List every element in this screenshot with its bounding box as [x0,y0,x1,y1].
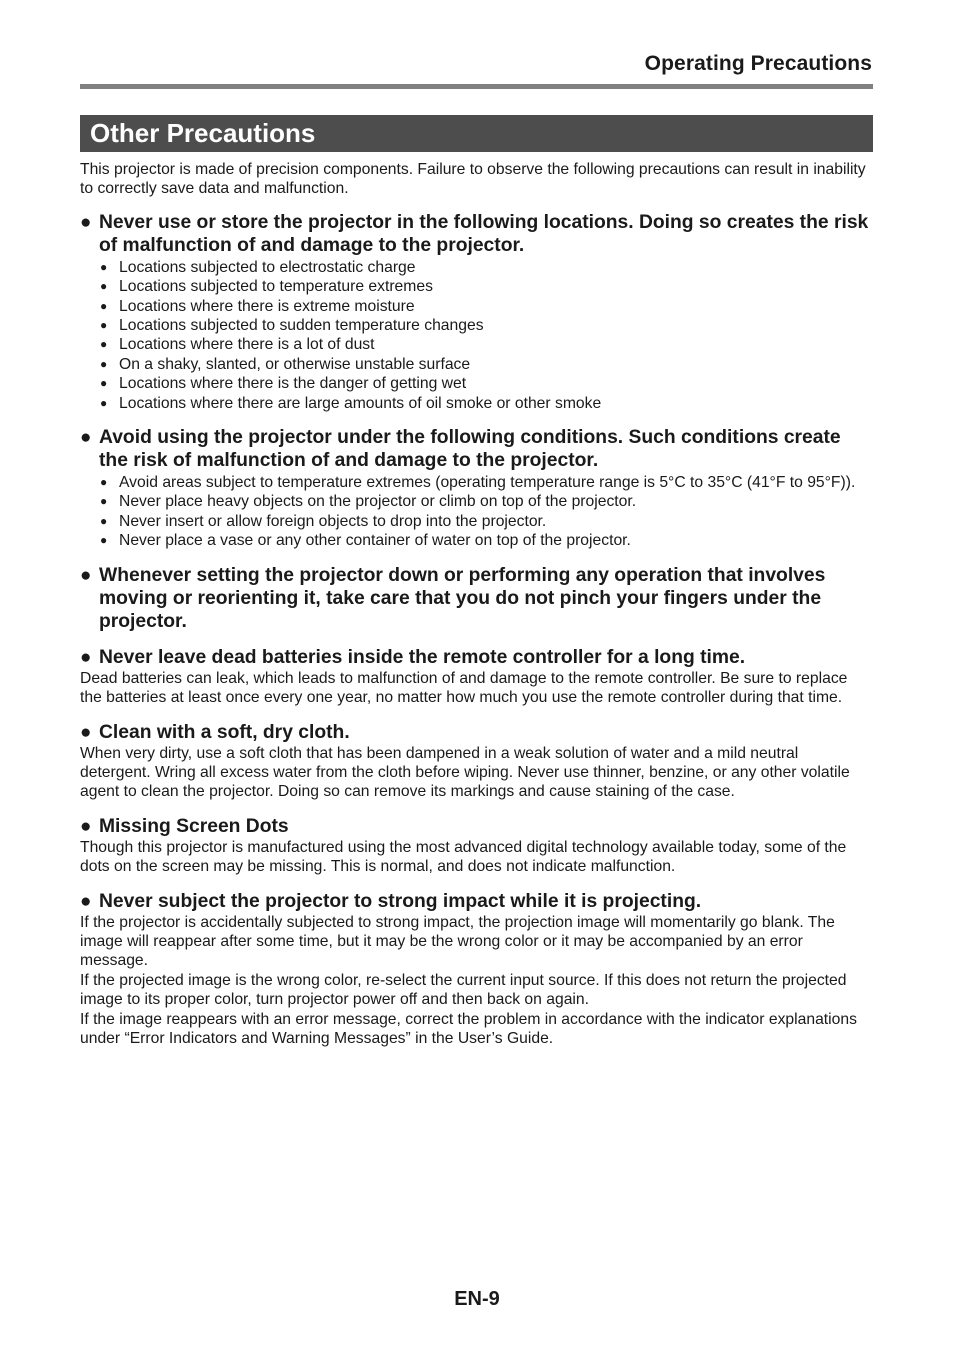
list-item [80,316,873,335]
list-item [80,394,873,413]
bullet-icon: ● [100,494,108,509]
precaution-text: When very dirty, use a soft cloth that has been dampened in a weak solution of water and a mild neutral detergent. Wring all excess water from the cloth before wiping. Never use thinner, benzine, or any other volatile agent to clean the projector. Doing so can remove its markings and cause staining of the case. [80,744,850,801]
precaution-heading-text: Missing Screen Dots [99,815,289,837]
bullet-icon: ● [100,395,108,410]
bullet-icon: ● [100,533,108,548]
precaution-heading-text: Never use or store the projector in the following locations. Doing so creates the risk of malfunction of and damage to the projector. [99,211,869,256]
bullet-icon: ● [100,259,108,274]
precaution-heading-text: Never leave dead batteries inside the remote controller for a long time. [99,646,746,668]
precaution-block [80,890,873,1049]
list-item [80,277,873,296]
precaution-text: If the projected image is the wrong color, re-select the current input source. If this does not return the projected image to its proper color, turn projector power off and then back on again. [80,971,847,1009]
list-item-text: Locations subjected to temperature extremes [119,278,433,296]
list-item-text: Locations subjected to electrostatic charge [119,258,416,276]
precaution-block [80,211,873,413]
precaution-block [80,815,873,877]
precaution-heading [80,564,873,633]
precaution-heading-text: Whenever setting the projector down or performing any operation that involves moving or reorienting it, take care that you do not pinch your fingers under the projector. [99,564,826,632]
bullet-icon: ● [100,318,108,333]
bullet-icon: ● [80,721,92,743]
precaution-block [80,426,873,551]
list-item-text: Never insert or allow foreign objects to drop into the projector. [119,512,547,530]
bullet-icon: ● [80,211,92,233]
list-item [80,492,873,511]
list-item-text: Locations where there are large amounts of oil smoke or other smoke [119,394,602,412]
list-item [80,297,873,316]
precaution-text: Though this projector is manufactured using the most advanced digital technology available today, some of the dots on the screen may be missing. This is normal, and does not indicate malfunction. [80,838,847,876]
precaution-heading-text: Never subject the projector to strong impact while it is projecting. [99,890,702,912]
list-item [80,355,873,374]
list-item [80,531,873,550]
page-number: EN-9 [454,1288,500,1310]
list-item [80,335,873,354]
bullet-icon: ● [80,564,92,586]
precaution-heading [80,815,873,838]
bullet-icon: ● [80,890,92,912]
location-list [80,258,873,413]
page-content [80,160,873,1048]
list-item [80,374,873,393]
precaution-heading [80,211,873,257]
list-item [80,258,873,277]
bullet-icon: ● [80,427,92,449]
section-title: Other Precautions [90,118,316,148]
precaution-block [80,721,873,802]
list-item-text: Never place a vase or any other container of water on top of the projector. [119,532,631,550]
list-item-text: Locations where there is a lot of dust [119,336,375,354]
bullet-icon: ● [80,646,92,668]
bullet-icon: ● [100,376,108,391]
precaution-heading [80,721,873,744]
precaution-block [80,564,873,633]
bullet-icon: ● [100,337,108,352]
list-item [80,473,873,492]
list-item-text: Locations where there is extreme moisture [119,297,415,315]
list-item-text: Locations where there is the danger of getting wet [119,375,467,393]
list-item-text: Locations subjected to sudden temperature changes [119,317,484,335]
bullet-icon: ● [100,279,108,294]
bullet-icon: ● [100,298,108,313]
precaution-text: If the image reappears with an error message, correct the problem in accordance with the indicator explanations under “Error Indicators and Warning Messages” in the User’s Guide. [80,1010,857,1047]
bullet-icon: ● [100,475,108,490]
precaution-text: If the projector is accidentally subjected to strong impact, the projection image will momentarily go blank. The image will reappear after some time, but it may be the wrong color or it may be accompanied by an error message. [80,913,835,970]
bullet-icon: ● [100,356,108,371]
intro-paragraph: This projector is made of precision components. Failure to observe the following precautions can result in inability to correctly save data and malfunction. [80,161,866,198]
list-item-text: On a shaky, slanted, or otherwise unstable surface [119,355,471,373]
bullet-icon: ● [80,815,92,837]
section-banner [80,115,873,152]
precaution-heading-text: Avoid using the projector under the following conditions. Such conditions create the risk of malfunction of and damage to the projector. [99,427,841,472]
precaution-heading [80,890,873,913]
list-item-text: Avoid areas subject to temperature extremes (operating temperature range is 5°C to 35°C (41°F to 95°F)). [119,474,856,492]
list-item [80,512,873,531]
bullet-icon: ● [100,513,108,528]
precaution-heading [80,426,873,472]
precaution-heading-text: Clean with a soft, dry cloth. [99,721,350,743]
list-item-text: Never place heavy objects on the projector or climb on top of the projector. [119,493,637,511]
precaution-heading [80,646,873,669]
precaution-block [80,646,873,708]
precaution-text: Dead batteries can leak, which leads to malfunction of and damage to the remote controller. Be sure to replace the batteries at least once every one year, no matter how much you use the remote controller during that time. [80,669,848,707]
header-rule [80,84,873,89]
condition-list [80,473,873,551]
page-header-title: Operating Precautions [644,52,872,75]
